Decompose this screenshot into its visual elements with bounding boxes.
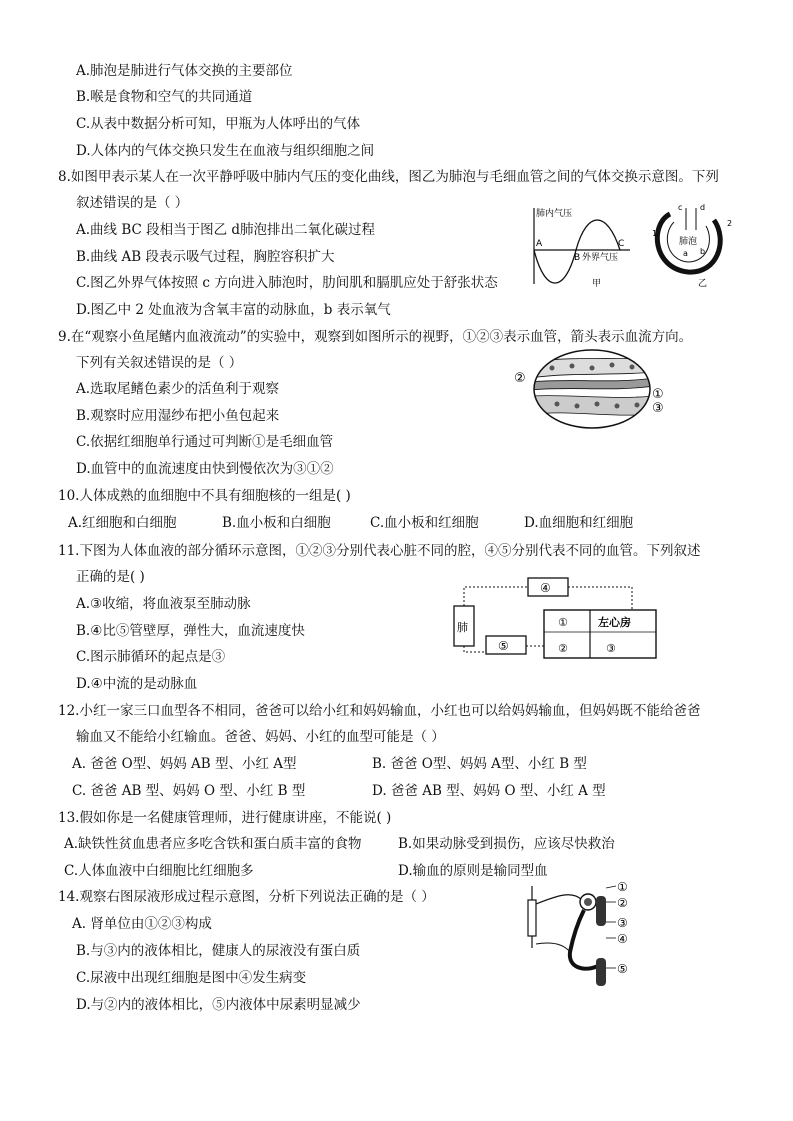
caption-jia: 甲 (592, 279, 602, 289)
q14-stem: 14.观察右图尿液形成过程示意图，分析下列说法正确的是（ ） (58, 889, 435, 905)
part-label-1: ① (617, 882, 628, 894)
point-b-label: B (574, 253, 581, 263)
q9-stem-line2: 下列有关叙述错误的是（ ） (76, 355, 243, 371)
path-top-right (568, 587, 632, 610)
glomerulus (584, 898, 592, 906)
q8-alveolus-figure (648, 200, 736, 290)
chamber-1-label: ① (558, 616, 568, 629)
pointer-1 (606, 886, 616, 888)
caption-yi: 乙 (698, 279, 708, 289)
afferent-arteriole (536, 895, 582, 904)
q10-option-b: B.血小板和白细胞 (222, 515, 331, 531)
point-c-label: C (618, 239, 625, 249)
q13-option-c: C.人体血液中白细胞比红细胞多 (64, 863, 254, 879)
renal-tubule (570, 910, 598, 969)
vessel-label-3: ③ (652, 401, 664, 416)
q10-stem: 10.人体成熟的血细胞中不具有细胞核的一组是( ) (58, 488, 351, 504)
y-axis-label: 肺内气压 (536, 209, 573, 219)
tubule-segment (596, 896, 606, 926)
q12-option-b: B. 爸爸 O型、妈妈 A型、小红 B 型 (372, 756, 587, 772)
q9-microscope-field (512, 348, 672, 430)
chamber-2-label: ② (558, 642, 568, 655)
q14-nephron-diagram (516, 882, 636, 990)
q8-stem-line2: 叙述错误的是（ ） (76, 195, 189, 211)
q13-option-d: D.输血的原则是输同型血 (398, 863, 548, 879)
q11-option-b: B.④比⑤管壁厚，弹性大，血流速度快 (76, 623, 305, 639)
pulmonary-path-bottom (464, 646, 486, 652)
collecting-duct (596, 958, 606, 986)
pressure-curve (534, 220, 620, 283)
part-label-5: ⑤ (617, 962, 628, 976)
q13-option-b: B.如果动脉受到损伤，应该尽快救治 (398, 836, 615, 852)
q8-option-a: A.曲线 BC 段相当于图乙 d肺泡排出二氧化碳过程 (76, 222, 376, 238)
q11-stem-line2: 正确的是( ) (76, 569, 145, 585)
q14-option-a: A. 肾单位由①②③构成 (72, 916, 212, 932)
q12-option-a: A. 爸爸 O型、妈妈 AB 型、小红 A型 (72, 756, 297, 772)
q7-option-c: C.从表中数据分析可知，甲瓶为人体呼出的气体 (76, 116, 361, 132)
q7-option-a: A.肺泡是肺进行气体交换的主要部位 (76, 63, 293, 79)
q8-pressure-curve-figure (520, 202, 635, 290)
label-b: b (700, 247, 706, 256)
label-c: c (678, 203, 683, 212)
left-atrium-label: 左心房 (598, 616, 631, 629)
q7-option-b: B.喉是食物和空气的共同通道 (76, 89, 253, 105)
q8-option-d: D.图乙中 2 处血液为含氧丰富的动脉血，b 表示氧气 (76, 302, 391, 318)
q10-option-c: C.血小板和红细胞 (370, 515, 479, 531)
part-label-3: ③ (617, 916, 628, 930)
q13-option-a: A.缺铁性贫血患者应多吃含铁和蛋白质丰富的食物 (64, 836, 362, 852)
part-label-4: ④ (617, 932, 628, 946)
q12-option-d: D. 爸爸 AB 型、妈妈 O 型、小红 A 型 (372, 783, 606, 799)
vessel-5-label: ⑤ (498, 639, 509, 653)
q8-option-c: C.图乙外界气体按照 c 方向进入肺泡时，肋间肌和膈肌应处于舒张状态 (76, 275, 498, 291)
point-a-label: A (536, 239, 543, 249)
q14-option-d: D.与②内的液体相比，⑤内液体中尿素明显减少 (76, 997, 361, 1013)
pulmonary-path-top (464, 587, 528, 606)
q9-option-d: D.血管中的血流速度由快到慢依次为③①② (76, 461, 334, 477)
q9-stem-line1: 9.在“观察小鱼尾鳍内血液流动”的实验中，观察到如图所示的视野，①②③表示血管，箭头表示血流方向。 (58, 329, 693, 345)
lung-label: 肺 (457, 621, 468, 634)
renal-vessel (528, 900, 536, 936)
alveolus-label: 肺泡 (679, 237, 698, 247)
q12-stem-line2: 输血又不能给小红输血。爸爸、妈妈、小红的血型可能是（ ） (76, 729, 445, 745)
vessel-4-label: ④ (540, 581, 551, 595)
q11-option-d: D.④中流的是动脉血 (76, 676, 198, 692)
label-1: 1 (652, 229, 658, 238)
q14-option-c: C.尿液中出现红细胞是图中④发生病变 (76, 970, 307, 986)
q10-option-d: D.血细胞和红细胞 (524, 515, 634, 531)
q8-stem-line1: 8.如图甲表示某人在一次平静呼吸中肺内气压的变化曲线，图乙为肺泡与毛细血管之间的气体交换示意图。下列 (58, 169, 719, 185)
q8-option-b: B.曲线 AB 段表示吸气过程，胸腔容积扩大 (76, 249, 335, 265)
q12-option-c: C. 爸爸 AB 型、妈妈 O 型、小红 B 型 (72, 783, 306, 799)
part-label-2: ② (617, 896, 628, 910)
q11-option-c: C.图示肺循环的起点是③ (76, 649, 226, 665)
q10-option-a: A.红细胞和白细胞 (68, 515, 177, 531)
q13-stem: 13.假如你是一名健康管理师，进行健康讲座，不能说( ) (58, 810, 392, 826)
q11-option-a: A.③收缩，将血液泵至肺动脉 (76, 596, 251, 612)
peritubular-capillary (536, 943, 570, 952)
x-axis-label: 外界气压 (582, 253, 619, 263)
label-2: 2 (727, 219, 733, 228)
label-d: d (700, 203, 706, 212)
q14-option-b: B.与③内的液体相比，健康人的尿液没有蛋白质 (76, 943, 361, 959)
vessel-label-1: ① (652, 387, 664, 402)
q7-option-d: D.人体内的气体交换只发生在血液与组织细胞之间 (76, 143, 375, 159)
q9-option-a: A.选取尾鳍色素少的活鱼利于观察 (76, 381, 280, 397)
q11-circulation-diagram (450, 572, 670, 664)
q11-stem-line1: 11.下图为人体血液的部分循环示意图，①②③分别代表心脏不同的腔，④⑤分别代表不同的血管。下列叙述 (58, 543, 701, 559)
vessel-label-2: ② (514, 371, 526, 386)
q9-option-b: B.观察时应用湿纱布把小鱼包起来 (76, 408, 280, 424)
chamber-3-label: ③ (606, 642, 616, 655)
q12-stem-line1: 12.小红一家三口血型各不相同，爸爸可以给小红和妈妈输血，小红也可以给妈妈输血，但妈妈既不能给爸爸 (58, 703, 701, 719)
label-a: a (683, 249, 688, 258)
q9-option-c: C.依据红细胞单行通过可判断①是毛细血管 (76, 434, 334, 450)
